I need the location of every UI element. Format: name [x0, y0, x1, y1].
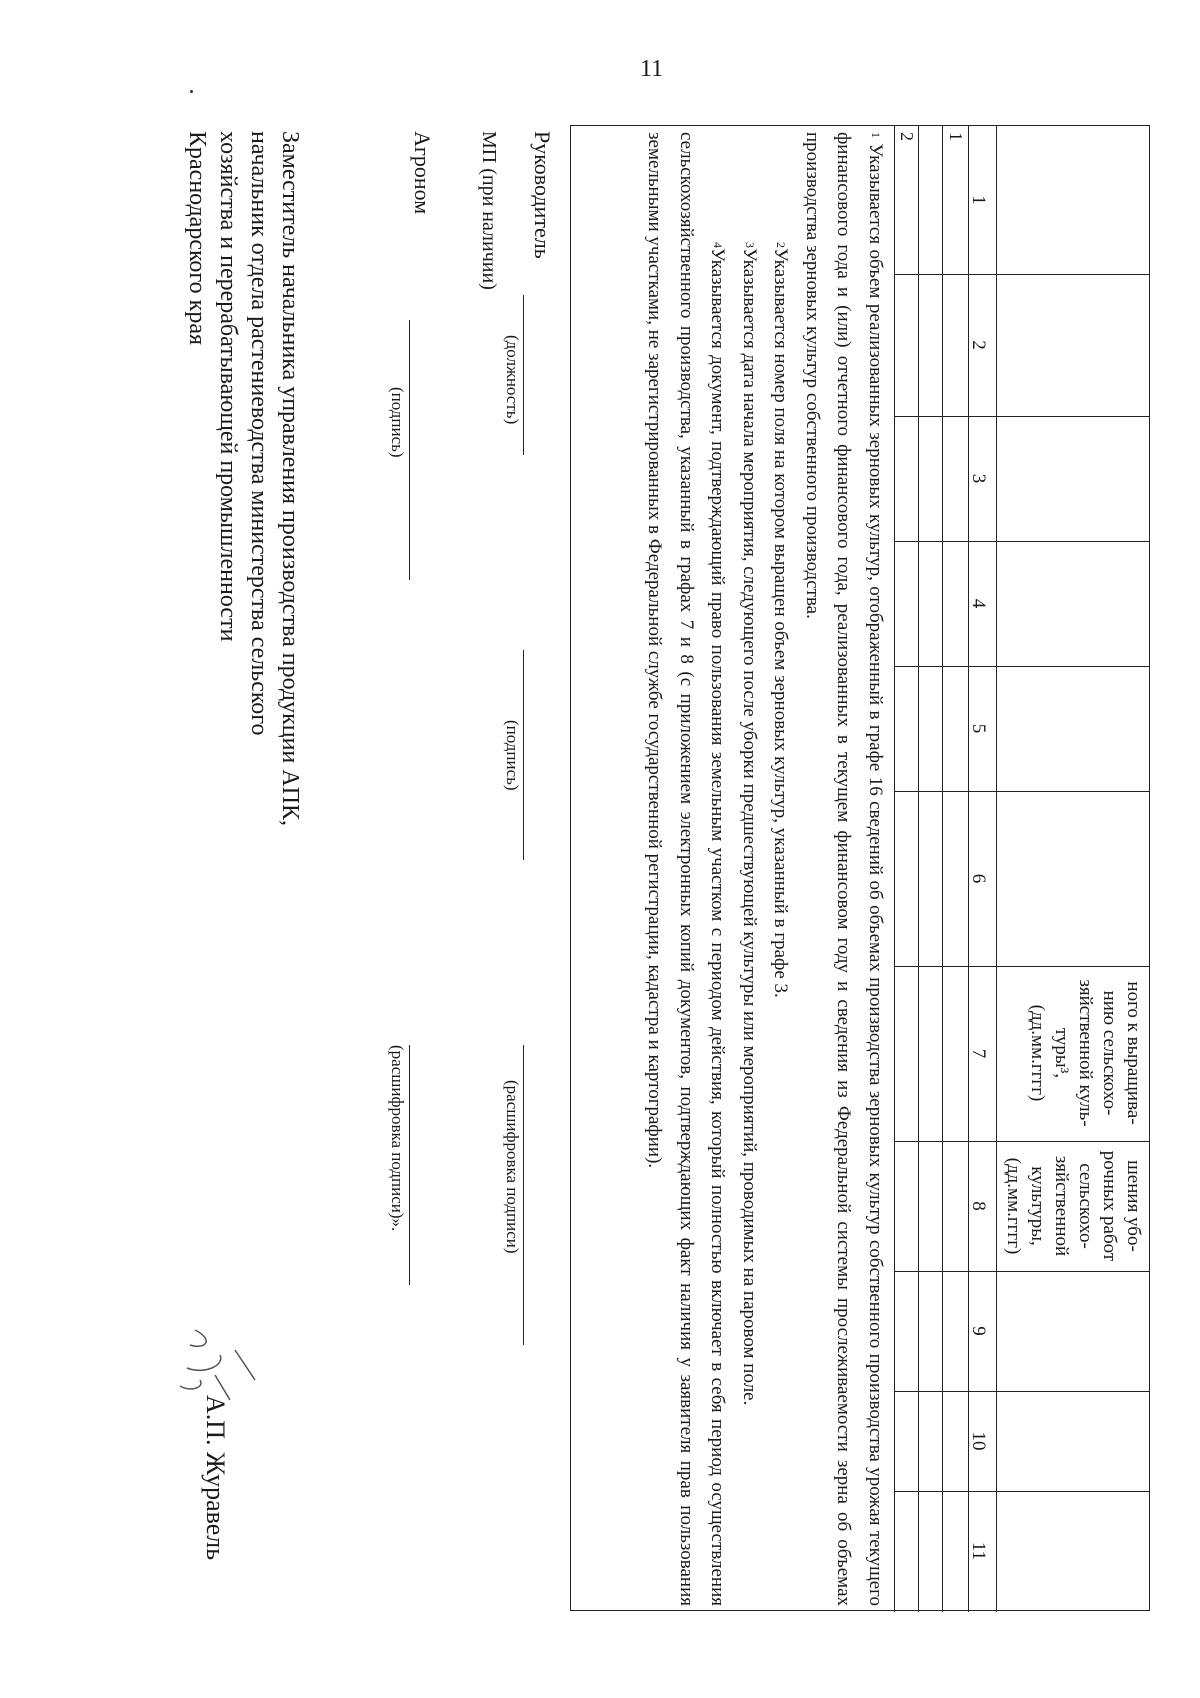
- column-number: 8: [968, 1201, 989, 1211]
- table-row-divider: [996, 126, 997, 1612]
- column-number: 7: [968, 1048, 989, 1059]
- table-col-divider: [895, 541, 1149, 542]
- transcript-line: [523, 1045, 524, 1345]
- table-col-divider: [895, 1271, 1149, 1272]
- table-col-divider: [895, 1491, 1149, 1492]
- column-number: 4: [968, 598, 989, 609]
- footnote: $^1$ Указывается объем реализованных зерновых культур, отображенный в графе 16 сведений об объемах производства зерновых культур собственного производства урожая текущего финансового года и (или) отчетного финансового года, реализованных в текущем финансовом году и сведения из Федеральной системы прослеживаемости зерна об объемах производства зерновых культур собственного производства.: [802, 132, 886, 1606]
- header-col8: шения убо- рочных работ сельскохо- зяйственной культуры, (дд.мм.гггг): [1003, 1150, 1144, 1262]
- agronomist-label: Агроном: [410, 131, 435, 215]
- row-label: 1: [946, 132, 966, 141]
- agronomist-transcript-line: [409, 1045, 410, 1285]
- deputy-block: [181, 131, 305, 826]
- column-number: 5: [968, 723, 989, 734]
- position-line: [523, 295, 524, 455]
- agronomist-transcript-caption: (расшифровка подписи)».: [388, 1045, 407, 1232]
- table-col-divider: [895, 966, 1149, 967]
- head-label: Руководитель: [530, 131, 555, 259]
- footnote: $^2$Указывается номер поля на котором выращен объем зерновых культур, указанный в графе 3.: [770, 242, 792, 998]
- table-row-divider: [918, 126, 919, 1612]
- table-col-divider: [895, 1391, 1149, 1392]
- column-number: 10: [968, 1431, 989, 1451]
- row-label: 2: [897, 132, 917, 141]
- column-number: 1: [968, 195, 989, 205]
- mp-label: МП (при наличии): [478, 131, 500, 290]
- transcript-caption: (расшифровка подписи): [503, 1080, 522, 1254]
- column-number: 9: [968, 1326, 989, 1336]
- column-number: 6: [968, 873, 989, 884]
- rotated-content: [150, 125, 1150, 1625]
- deputy-line: начальник отдела растениеводства министерства сельского: [246, 131, 272, 736]
- signer-name: А.П. Журавель: [201, 1395, 230, 1561]
- stray-dot: [190, 90, 193, 93]
- page-number: 11: [640, 56, 664, 82]
- signature-line: [523, 650, 524, 860]
- footnote: $^3$Указывается дата начала мероприятия, следующего после уборки предшествующей культуры или мероприятий, проводимых на паровом поле.: [739, 242, 760, 1406]
- header-col7: ного к выращива- нию сельскохо- зяйственной куль- туры³, (дд.мм.гггг): [1027, 979, 1144, 1127]
- table-col-divider: [895, 666, 1149, 667]
- signature-caption: (подпись): [503, 720, 522, 791]
- footnote: $^4$Указывается документ, подтверждающий право пользования земельным участком с периодом действия, который полностью включает в себя период осуществления сельскохозяйственного производства, указанный в графах 7 и 8 (с приложением электронных копий документов, подтверждающих факт наличия у заявителя прав пользования земельными участками, не зарегистрированных в Федеральной службе государственной регистрации, кадастра и картографии).: [644, 132, 729, 1606]
- agronomist-signature-caption: (подпись): [388, 387, 407, 458]
- table-col-divider: [895, 274, 1149, 275]
- table-row-divider: [942, 126, 943, 1612]
- table-col-divider: [895, 791, 1149, 792]
- deputy-line: Краснодарского края: [184, 131, 210, 346]
- table-col-divider: [895, 416, 1149, 417]
- position-caption: (должность): [503, 335, 522, 425]
- data-table: [570, 125, 1150, 1611]
- deputy-line: хозяйства и перерабатывающей промышленности: [215, 131, 241, 642]
- footnotes: [639, 132, 891, 1606]
- column-number: 2: [968, 340, 989, 350]
- agronomist-signature-line: [409, 320, 410, 580]
- column-number: 3: [968, 473, 989, 484]
- table-col-divider: [895, 1141, 1149, 1142]
- deputy-line: Заместитель начальника управления производства продукции АПК,: [277, 131, 303, 826]
- table-row-divider: [894, 126, 895, 1612]
- column-number: 11: [968, 1541, 989, 1561]
